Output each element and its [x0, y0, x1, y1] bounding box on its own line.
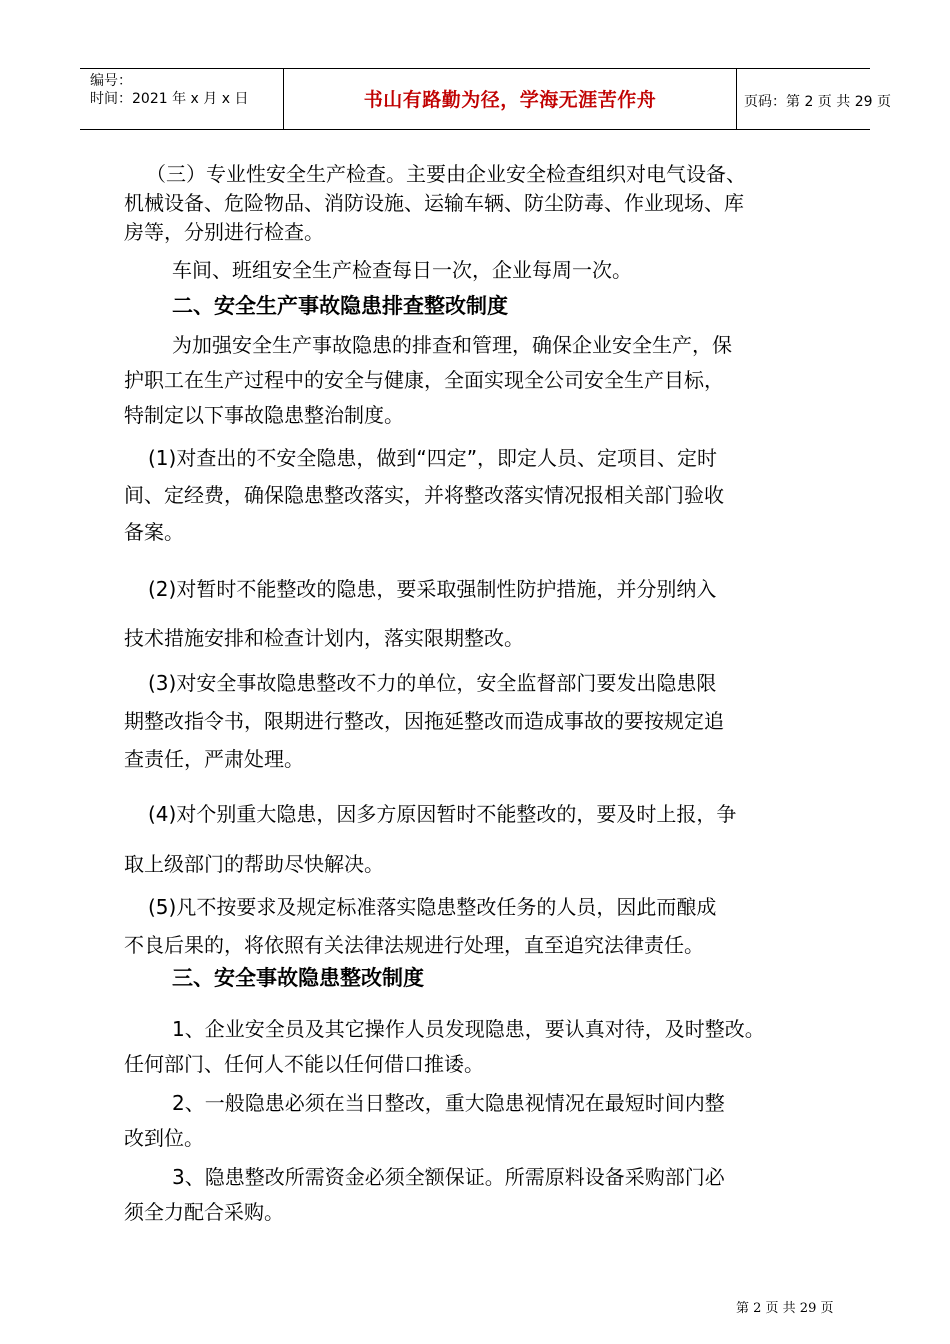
- list-item-line: 备案。: [124, 520, 184, 544]
- list-item-line: (3)对安全事故隐患整改不力的单位，安全监督部门要发出隐患限: [148, 671, 717, 695]
- section-heading-2: 二、安全生产事故隐患排查整改制度: [172, 294, 508, 318]
- rule-line: 改到位。: [124, 1126, 204, 1150]
- list-item-line: (4)对个别重大隐患，因多方原因暂时不能整改的，要及时上报，争: [148, 802, 737, 826]
- list-item-line: 期整改指令书，限期进行整改，因拖延整改而造成事故的要按规定追: [124, 709, 724, 733]
- paragraph-professional-check: [124, 160, 844, 247]
- paragraph-check-frequency: 车间、班组安全生产检查每日一次，企业每周一次。: [172, 258, 632, 282]
- list-item-line: 查责任，严肃处理。: [124, 747, 304, 771]
- rule-line: 3、隐患整改所需资金必须全额保证。所需原料设备采购部门必: [172, 1165, 725, 1189]
- list-item-3: [124, 664, 844, 778]
- paragraph-line: 为加强安全生产事故隐患的排查和管理，确保企业安全生产，保: [172, 333, 732, 357]
- document-date-label: 时间：2021 年 x 月 x 日: [90, 91, 249, 107]
- rule-line: 1、企业安全员及其它操作人员发现隐患，要认真对待，及时整改。: [172, 1017, 765, 1041]
- rule-1: [124, 1012, 844, 1082]
- list-item-2: [124, 565, 844, 663]
- rule-line: 任何部门、任何人不能以任何借口推诿。: [124, 1052, 484, 1076]
- paragraph-intro: [124, 328, 844, 433]
- paragraph-line: 机械设备、危险物品、消防设施、运输车辆、防尘防毒、作业现场、库: [124, 191, 744, 215]
- header-page-code: 页码：第 2 页 共 29 页: [744, 94, 891, 110]
- header-meta-cell: [80, 69, 283, 129]
- list-item-line: 不良后果的，将依照有关法律法规进行处理，直至追究法律责任。: [124, 933, 704, 957]
- page-footer-number: 第 2 页 共 29 页: [736, 1301, 834, 1316]
- rule-line: 2、一般隐患必须在当日整改，重大隐患视情况在最短时间内整: [172, 1091, 725, 1115]
- list-item-line: 技术措施安排和检查计划内，落实限期整改。: [124, 626, 524, 650]
- paragraph-line: 特制定以下事故隐患整治制度。: [124, 403, 404, 427]
- list-item-line: (5)凡不按要求及规定标准落实隐患整改任务的人员，因此而酿成: [148, 895, 717, 919]
- header-motto: 书山有路勤为径，学海无涯苦作舟: [363, 89, 657, 111]
- rule-line: 须全力配合采购。: [124, 1200, 284, 1224]
- list-item-line: (2)对暂时不能整改的隐患，要采取强制性防护措施，并分别纳入: [148, 577, 717, 601]
- header-page-cell: [736, 69, 891, 129]
- list-item-5: [124, 888, 844, 964]
- section-heading-3: 三、安全事故隐患整改制度: [172, 966, 424, 990]
- paragraph-line: 护职工在生产过程中的安全与健康，全面实现全公司安全生产目标，: [124, 368, 724, 392]
- header-motto-cell: [283, 69, 737, 129]
- list-item-line: 取上级部门的帮助尽快解决。: [124, 852, 384, 876]
- list-item-4: [124, 789, 844, 889]
- rule-2: [124, 1086, 844, 1156]
- document-number-label: 编号：: [90, 73, 132, 89]
- paragraph-line: 房等，分别进行检查。: [124, 220, 324, 244]
- list-item-1: [124, 440, 844, 551]
- page-header: [80, 68, 891, 130]
- list-item-line: 间、定经费，确保隐患整改落实，并将整改落实情况报相关部门验收: [124, 483, 724, 507]
- paragraph-line: （三）专业性安全生产检查。主要由企业安全检查组织对电气设备、: [146, 162, 746, 186]
- rule-3: [124, 1160, 844, 1230]
- list-item-line: (1)对查出的不安全隐患，做到“四定”，即定人员、定项目、定时: [148, 446, 718, 470]
